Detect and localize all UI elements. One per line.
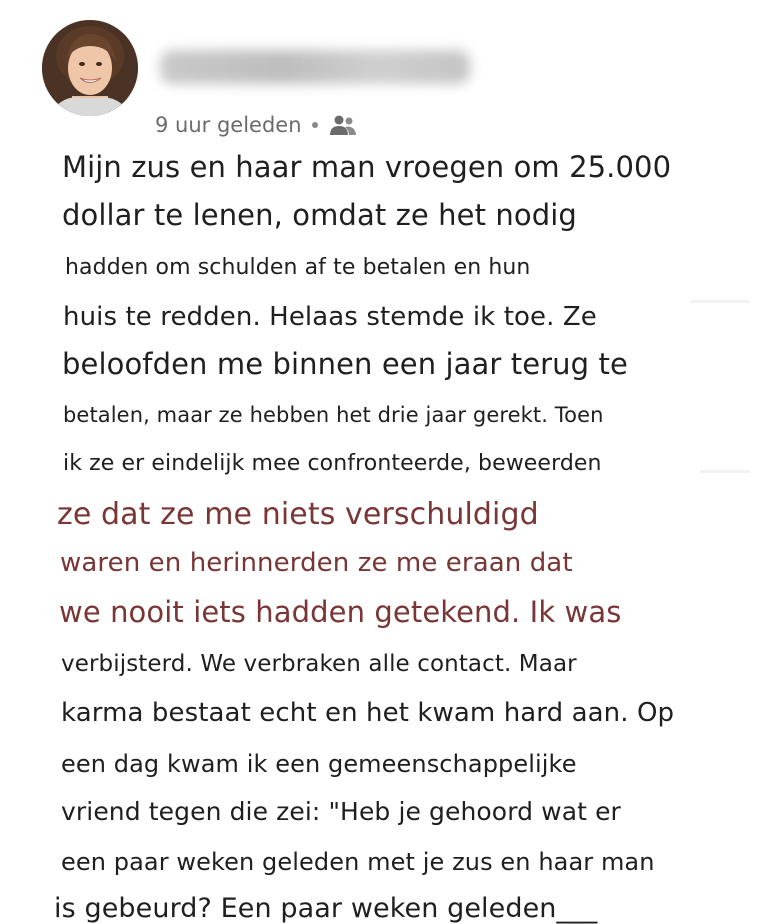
people-icon (328, 113, 358, 137)
post-line: een paar weken geleden met je zus en haar man (61, 848, 655, 876)
post-line: hadden om schulden af te betalen en hun (65, 255, 531, 280)
post-line: huis te redden. Helaas stemde ik toe. Ze (63, 302, 597, 332)
avatar-photo (42, 20, 138, 116)
username[interactable] (160, 50, 470, 84)
post-line: is gebeurd? Een paar weken geleden___ (54, 893, 598, 924)
background-artifact (700, 470, 750, 473)
post-line: Mijn zus en haar man vroegen om 25.000 (62, 150, 672, 184)
post-line: een dag kwam ik een gemeenschappelijke (61, 750, 577, 778)
post-line: beloofden me binnen een jaar terug te (62, 347, 628, 381)
post-line: verbijsterd. We verbraken alle contact. Maar (61, 651, 577, 677)
post-line: dollar te lenen, omdat ze het nodig (62, 198, 577, 232)
avatar[interactable] (42, 20, 138, 116)
post-line-highlight: we nooit iets hadden getekend. Ik was (59, 595, 622, 629)
post-line-highlight: ze dat ze me niets verschuldigd (57, 497, 539, 532)
post-meta (155, 110, 358, 140)
timestamp[interactable]: 9 uur geleden (155, 113, 302, 137)
background-artifact (690, 300, 750, 303)
post-line: vriend tegen die zei: "Heb je gehoord wat er (61, 797, 621, 826)
post-line: karma bestaat echt en het kwam hard aan. Op (61, 698, 675, 728)
post-line: betalen, maar ze hebben het drie jaar gerekt. Toen (63, 403, 604, 427)
separator-dot (312, 122, 318, 128)
post-line-highlight: waren en herinnerden ze me eraan dat (60, 548, 573, 578)
post-line: ik ze er eindelijk mee confronteerde, beweerden (63, 451, 602, 476)
